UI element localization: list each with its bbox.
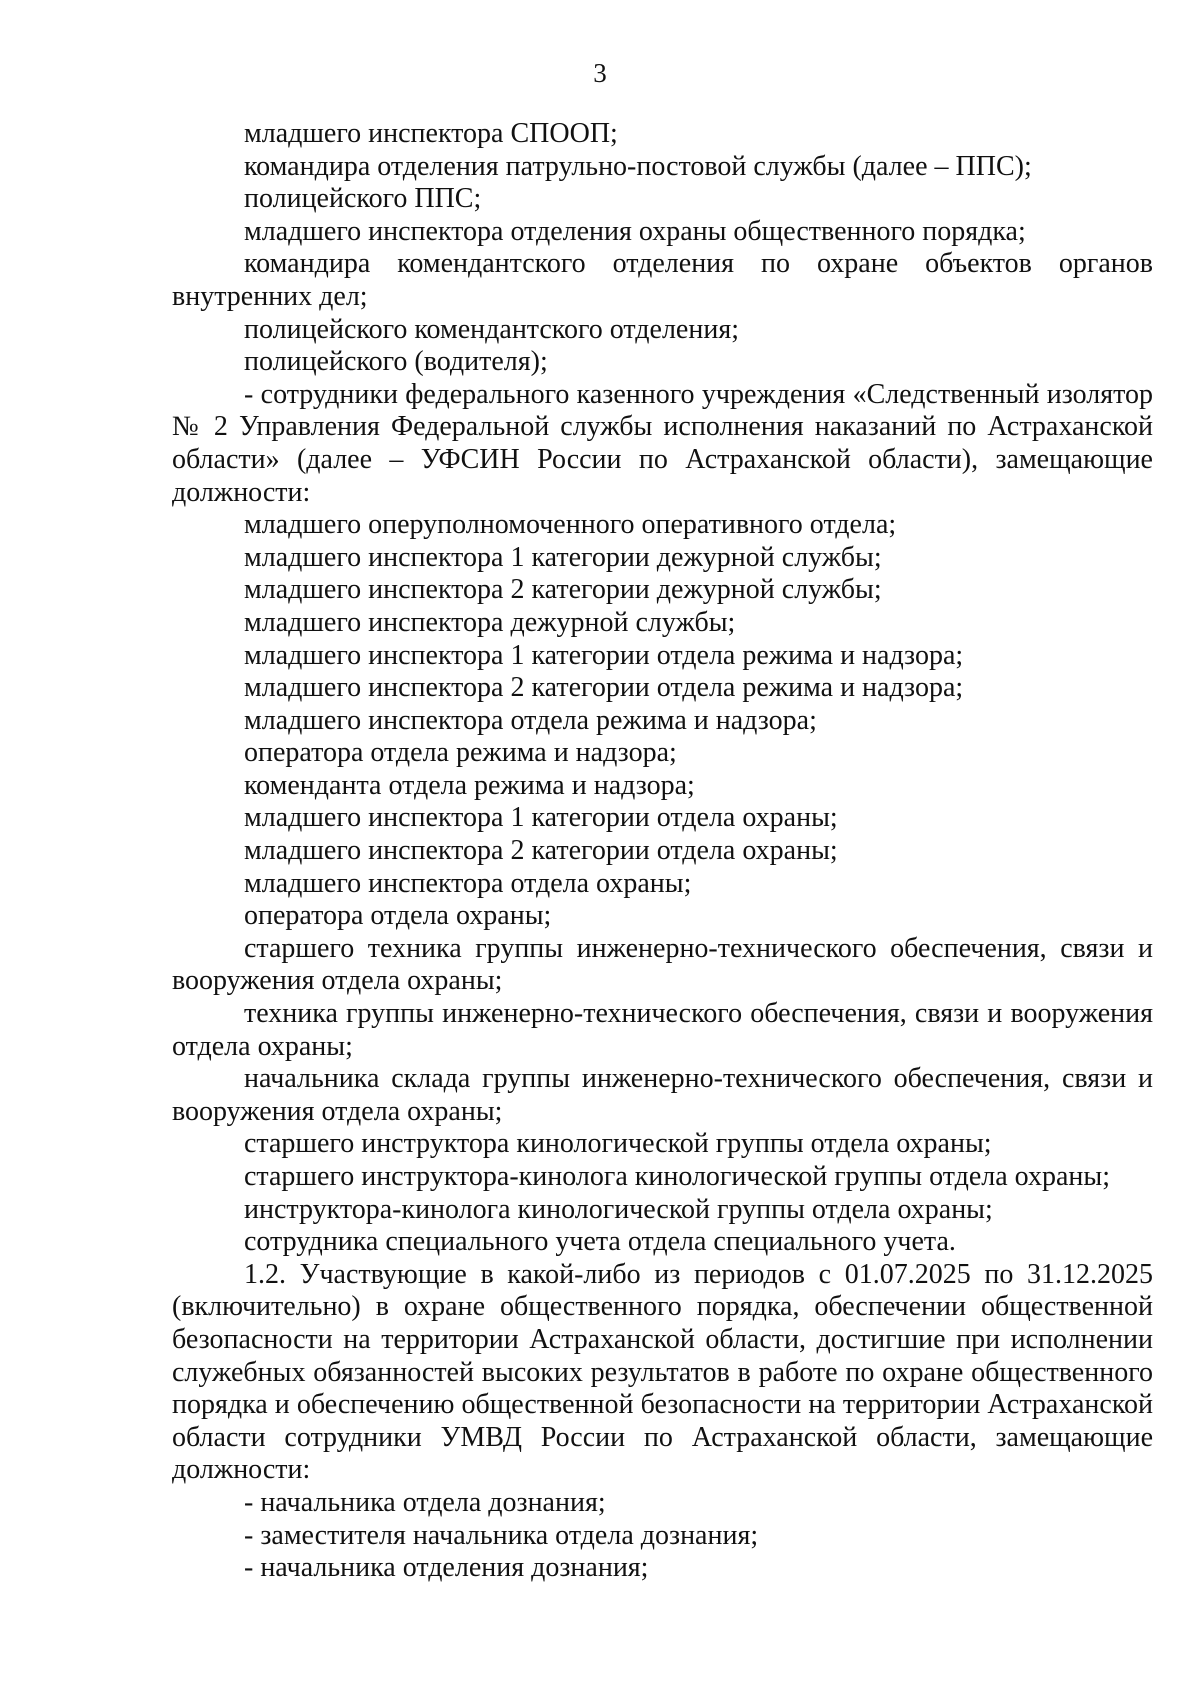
paragraph: - заместителя начальника отдела дознания; bbox=[244, 1519, 759, 1551]
paragraph: техника группы инженерно-технического обеспечения, связи и вооружения отдела охраны; bbox=[172, 998, 1153, 1062]
paragraph: младшего инспектора 2 категории отдела охраны; bbox=[244, 835, 838, 867]
paragraph: - сотрудники федерального казенного учреждения «Следственный изолятор № 2 Управления Федеральной службы исполнения наказаний по Астраханской области» (далее – УФСИН России по Астраханской области), замещающие должности: bbox=[172, 378, 1153, 508]
paragraph: младшего инспектора СПООП; bbox=[244, 118, 618, 149]
paragraph: младшего инспектора отдела охраны; bbox=[244, 867, 692, 899]
page-number: 3 bbox=[593, 58, 607, 88]
paragraph: старшего инструктора кинологической группы отдела охраны; bbox=[244, 1128, 992, 1160]
paragraph: полицейского комендантского отделения; bbox=[244, 313, 739, 345]
paragraph: младшего инспектора отдела режима и надзора; bbox=[244, 704, 817, 736]
paragraph: младшего инспектора дежурной службы; bbox=[244, 606, 736, 638]
paragraph: оператора отдела режима и надзора; bbox=[244, 737, 677, 769]
paragraph: - начальника отдела дознания; bbox=[244, 1486, 606, 1518]
paragraph: коменданта отдела режима и надзора; bbox=[244, 769, 695, 801]
paragraph: - начальника отделения дознания; bbox=[244, 1552, 649, 1584]
paragraph: младшего инспектора 1 категории дежурной службы; bbox=[244, 541, 882, 573]
paragraph: младшего инспектора 1 категории отдела охраны; bbox=[244, 802, 838, 834]
paragraph: полицейского (водителя); bbox=[244, 346, 548, 378]
paragraph: младшего инспектора 2 категории дежурной службы; bbox=[244, 574, 882, 606]
paragraph: оператора отдела охраны; bbox=[244, 900, 552, 932]
paragraph: младшего инспектора 1 категории отдела режима и надзора; bbox=[244, 639, 964, 671]
paragraph: младшего инспектора 2 категории отдела режима и надзора; bbox=[244, 672, 964, 704]
paragraph: командира отделения патрульно-постовой службы (далее – ППС); bbox=[244, 150, 1032, 182]
paragraph: инструктора-кинолога кинологической группы отдела охраны; bbox=[244, 1193, 993, 1225]
paragraph: младшего инспектора отделения охраны общественного порядка; bbox=[244, 215, 1026, 247]
paragraph: полицейского ППС; bbox=[244, 183, 482, 215]
paragraph: старшего техника группы инженерно-технического обеспечения, связи и вооружения отдела охраны; bbox=[172, 932, 1153, 997]
document-body bbox=[172, 118, 1153, 1585]
paragraph: начальника склада группы инженерно-технического обеспечения, связи и вооружения отдела охраны; bbox=[172, 1063, 1153, 1127]
paragraph: сотрудника специального учета отдела специального учета. bbox=[244, 1226, 956, 1258]
paragraph: командира комендантского отделения по охране объектов органов внутренних дел; bbox=[172, 248, 1153, 312]
paragraph: младшего оперуполномоченного оперативного отдела; bbox=[244, 509, 897, 541]
paragraph: старшего инструктора-кинолога кинологической группы отдела охраны; bbox=[244, 1161, 1110, 1192]
paragraph: 1.2. Участвующие в какой-либо из периодов с 01.07.2025 по 31.12.2025 (включительно) в охране общественного порядка, обеспечении общественной безопасности на территории Астраханской области, достигшие при исполнении служебных обязанностей высоких результатов в работе по охране общественного порядка и обеспечению общественной безопасности на территории Астраханской области сотрудники УМВД России по Астраханской области, замещающие должности: bbox=[172, 1258, 1153, 1486]
